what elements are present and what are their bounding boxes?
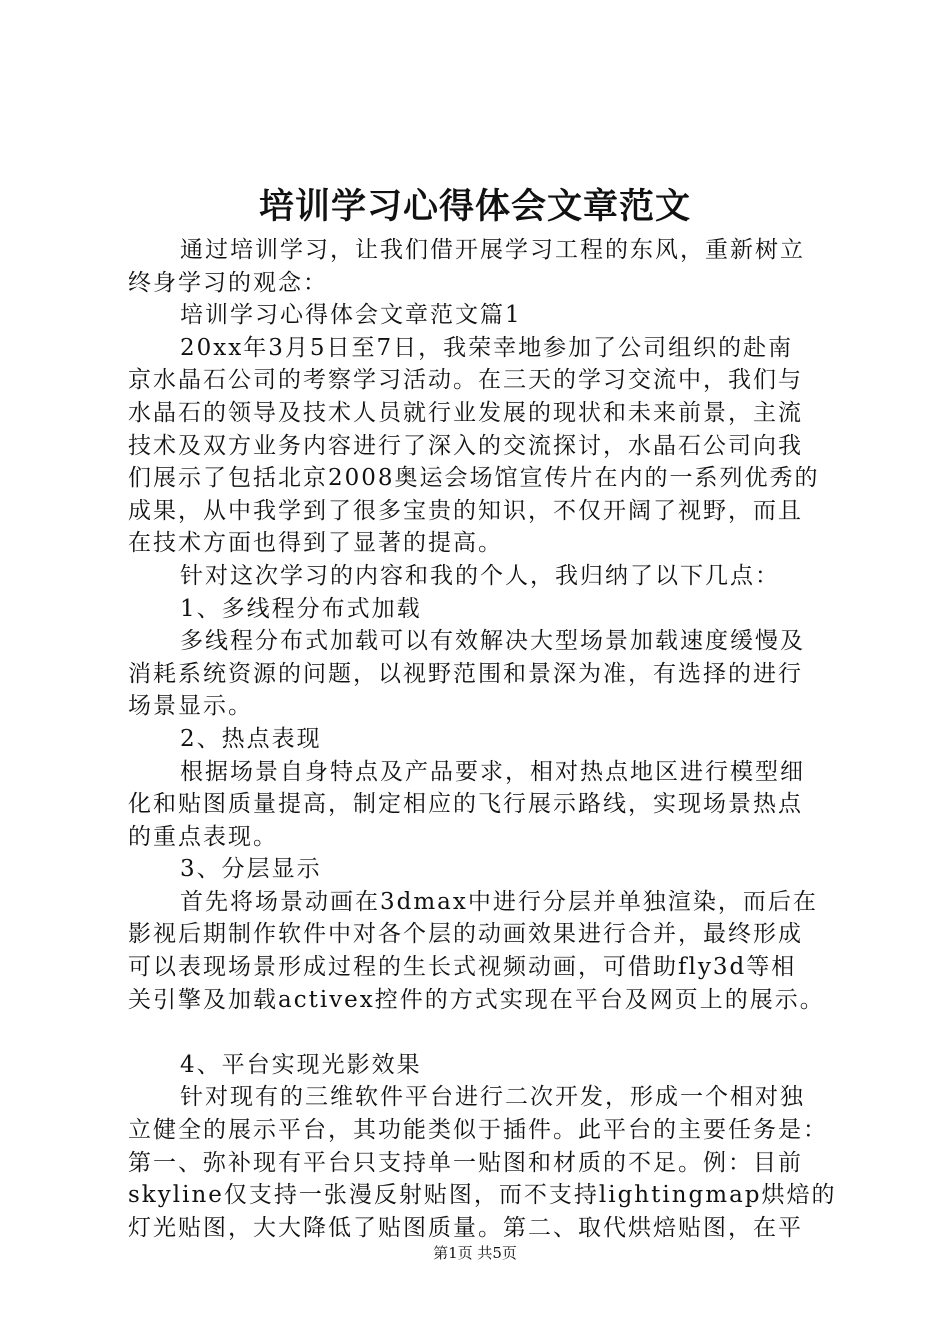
paragraph-line: 京水晶石公司的考察学习活动。在三天的学习交流中，我们与	[128, 367, 803, 394]
paragraph-line: 针对这次学习的内容和我的个人，我归纳了以下几点：	[180, 562, 780, 589]
blank-line	[128, 1016, 840, 1049]
paragraph-line: 技术及双方业务内容进行了深入的交流探讨，水晶石公司向我	[128, 432, 803, 459]
paragraph-line: 可以表现场景形成过程的生长式视频动画，可借助fly3d等相	[128, 954, 797, 981]
paragraph-line: skyline仅支持一张漫反射贴图，而不支持lightingmap烘焙的	[128, 1182, 837, 1209]
paragraph-line: 针对现有的三维软件平台进行二次开发，形成一个相对独	[180, 1084, 805, 1111]
section-heading: 1、多线程分布式加载	[180, 595, 422, 622]
document-body	[128, 234, 840, 1244]
paragraph-line: 成果，从中我学到了很多宝贵的知识，不仅开阔了视野，而且	[128, 497, 803, 524]
paragraph-line: 立健全的展示平台，其功能类似于插件。此平台的主要任务是：	[128, 1117, 828, 1144]
document-title: 培训学习心得体会文章范文	[258, 186, 691, 227]
paragraph-line: 在技术方面也得到了显著的提高。	[128, 530, 503, 557]
section-heading: 2、热点表现	[180, 725, 322, 752]
paragraph-line: 化和贴图质量提高，制定相应的飞行展示路线，实现场景热点	[128, 791, 803, 818]
paragraph-line: 消耗系统资源的问题，以视野范围和景深为准，有选择的进行	[128, 660, 803, 687]
paragraph-line: 们展示了包括北京2008奥运会场馆宣传片在内的一系列优秀的	[128, 465, 820, 492]
paragraph-line: 通过培训学习，让我们借开展学习工程的东风，重新树立	[180, 237, 805, 263]
paragraph-line: 影视后期制作软件中对各个层的动画效果进行合并，最终形成	[128, 921, 803, 948]
paragraph-line: 首先将场景动画在3dmax中进行分层并单独渲染，而后在	[180, 888, 818, 915]
paragraph-line: 终身学习的观念：	[128, 269, 328, 296]
paragraph-line: 的重点表现。	[128, 823, 278, 850]
paragraph-line: 20xx年3月5日至7日，我荣幸地参加了公司组织的赴南	[180, 334, 794, 361]
paragraph-line: 第一、弥补现有平台只支持单一贴图和材质的不足。例：目前	[128, 1149, 803, 1176]
paragraph-line: 场景显示。	[128, 693, 253, 720]
paragraph-line: 关引擎及加载activex控件的方式实现在平台及网页上的展示。	[128, 986, 825, 1013]
paragraph-line: 根据场景自身特点及产品要求，相对热点地区进行模型细	[180, 758, 805, 785]
section-heading: 3、分层显示	[180, 856, 322, 883]
section-heading: 4、平台实现光影效果	[180, 1051, 422, 1078]
page-footer: 第1页 共5页	[433, 1244, 517, 1262]
section-heading: 培训学习心得体会文章范文篇1	[180, 302, 522, 329]
paragraph-line: 水晶石的领导及技术人员就行业发展的现状和未来前景，主流	[128, 399, 803, 426]
paragraph-line: 多线程分布式加载可以有效解决大型场景加载速度缓慢及	[180, 628, 805, 655]
paragraph-line: 灯光贴图，大大降低了贴图质量。第二、取代烘焙贴图，在平	[128, 1214, 803, 1241]
